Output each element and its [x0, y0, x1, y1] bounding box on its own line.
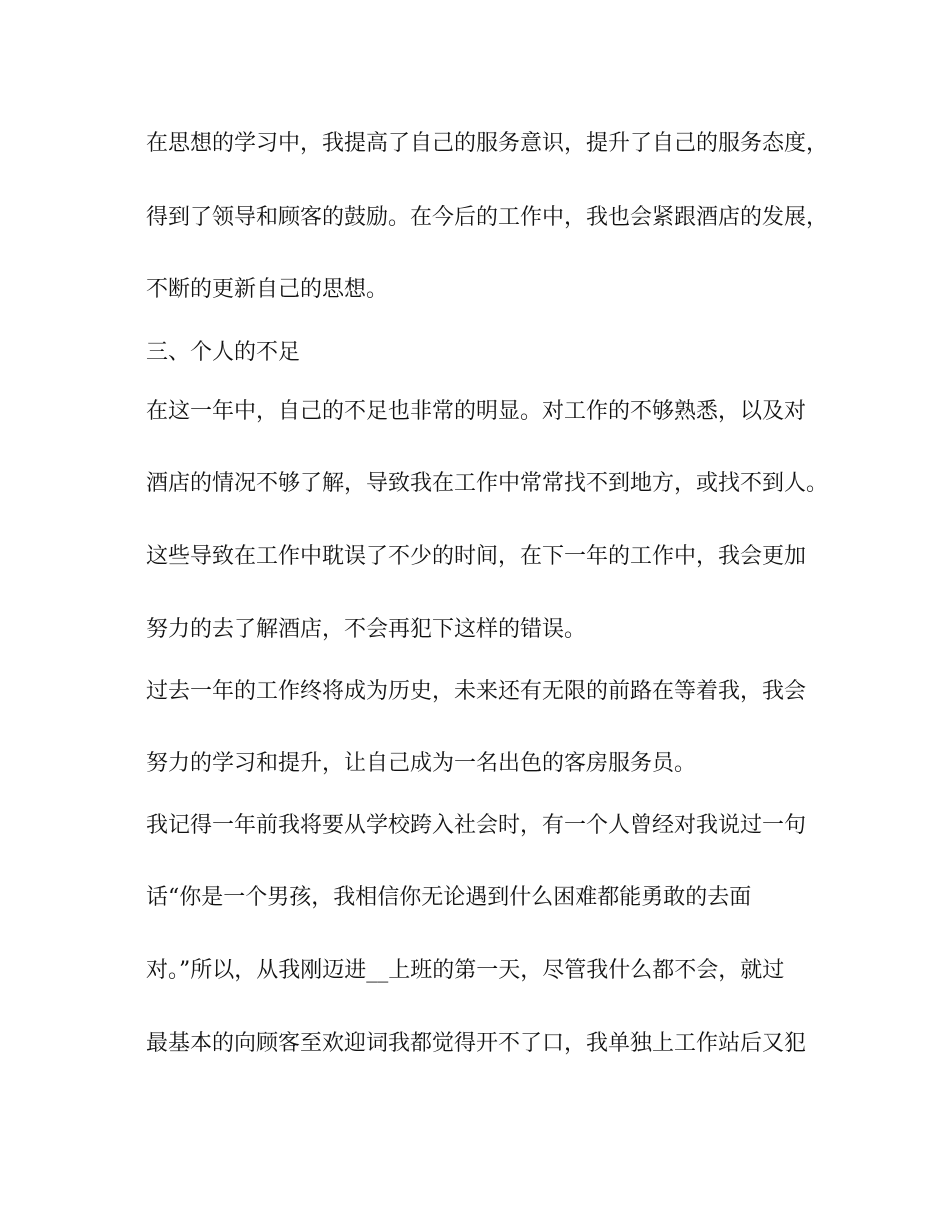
text-line: 不断的更新自己的思想。: [146, 277, 389, 302]
text-line: 在思想的学习中，我提高了自己的服务意识，提升了自己的服务态度，: [146, 131, 829, 156]
text-line: 过去一年的工作终将成为历史，未来还有无限的前路在等着我，我会: [146, 679, 807, 704]
text-line: 对。”所以，从我刚迈进__上班的第一天，尽管我什么都不会，就过: [146, 958, 785, 983]
text-line: 话“你是一个男孩，我相信你无论遇到什么困难都能勇敢的去面: [146, 885, 752, 910]
text-line: 我记得一年前我将要从学校跨入社会时，有一个人曾经对我说过一句: [146, 813, 807, 838]
text-line: 得到了领导和顾客的鼓励。在今后的工作中，我也会紧跟酒店的发展，: [146, 205, 829, 230]
text-line: 这些导致在工作中耽误了不少的时间，在下一年的工作中，我会更加: [146, 544, 807, 569]
text-line: 酒店的情况不够了解，导致我在工作中常常找不到地方，或找不到人。: [146, 471, 829, 496]
text-line: 在这一年中，自己的不足也非常的明显。对工作的不够熟悉，以及对: [146, 399, 807, 424]
text-line: 最基本的向顾客至欢迎词我都觉得开不了口，我单独上工作站后又犯: [146, 1031, 807, 1056]
text-line: 努力的去了解酒店，不会再犯下这样的错误。: [146, 617, 587, 642]
text-line: 努力的学习和提升，让自己成为一名出色的客房服务员。: [146, 751, 697, 776]
section-heading: 三、个人的不足: [146, 340, 301, 365]
